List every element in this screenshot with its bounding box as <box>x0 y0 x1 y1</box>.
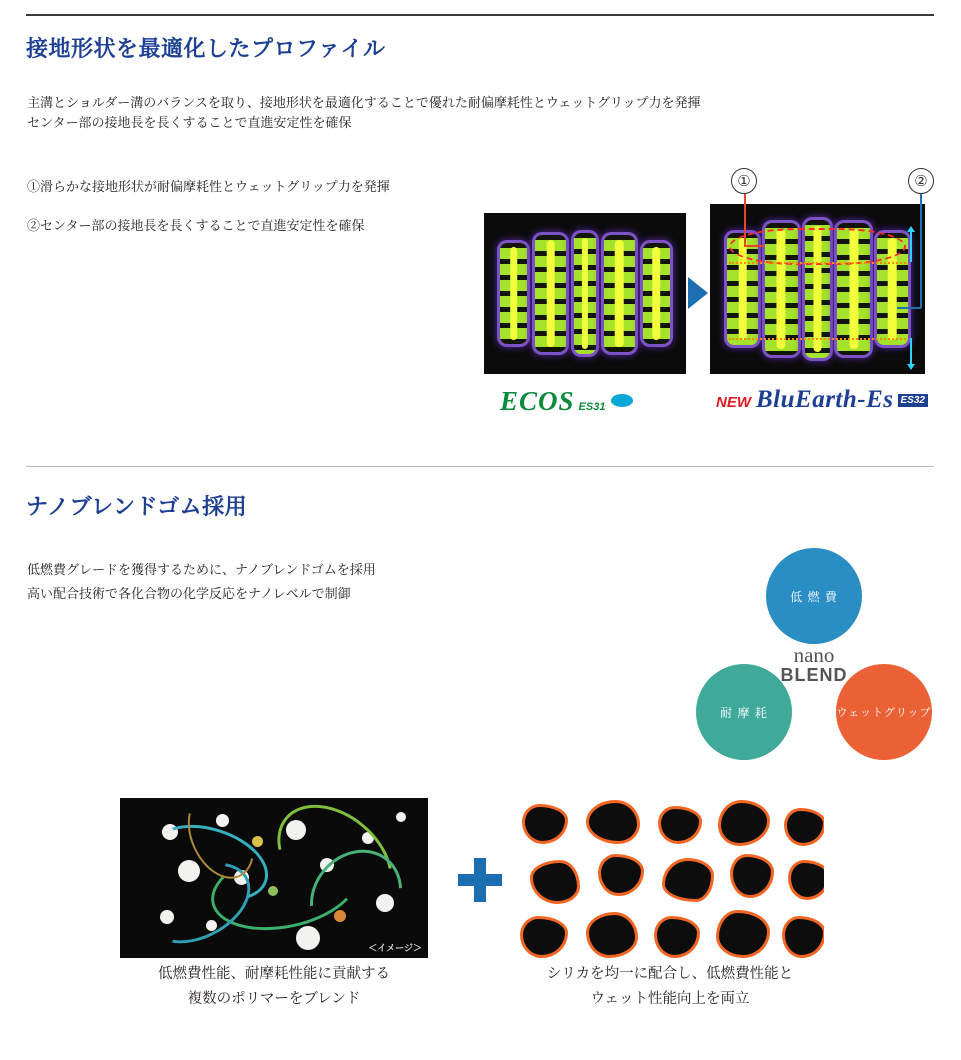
top-divider <box>26 14 934 16</box>
section-2-paragraph-2: 高い配合技術で各化合物の化学反応をナノレベルで制御 <box>27 586 351 601</box>
nano-core-line-1: nano <box>793 642 835 667</box>
logo-bluearth-code: ES32 <box>898 394 928 407</box>
logo-bluearth-name: BluEarth-Es <box>756 386 894 413</box>
section-2-title: ナノブレンドゴム採用 <box>26 494 248 519</box>
image-note-label: ＜イメージ＞ <box>368 943 422 953</box>
caption-silica <box>500 962 840 1012</box>
section-1-bullet-1: ①滑らかな接地形状が耐偏摩耗性とウェットグリップ力を発揮 <box>27 179 390 194</box>
arrow-down-icon <box>910 338 912 365</box>
logo-bluearth <box>716 386 928 414</box>
callout-marker-2: ② <box>908 168 934 194</box>
nano-core-label <box>764 634 864 694</box>
transition-arrow-icon <box>688 277 708 309</box>
logo-ecos <box>500 386 633 417</box>
footprint-image-ecos <box>484 213 686 374</box>
nano-core-line-2: BLEND <box>780 664 848 685</box>
caption-polymer <box>104 962 444 1012</box>
silica-dispersion-image <box>516 798 824 958</box>
callout-2-leader-horizontal <box>897 307 921 309</box>
section-1-paragraph-1: 主溝とショルダー溝のバランスを取り、接地形状を最適化することで優れた耐偏摩耗性とウェットグリップ力を発揮 <box>27 95 701 110</box>
caption-polymer-line-1: 低燃費性能、耐摩耗性能に貢献する <box>158 966 390 982</box>
logo-ecos-code: ES31 <box>578 401 606 413</box>
footprint-image-bluearth <box>710 204 925 374</box>
callout-1-leader-vertical <box>744 194 746 246</box>
caption-silica-line-2: ウェット性能向上を両立 <box>590 991 750 1007</box>
section-divider <box>26 466 934 467</box>
nano-bubble-fuel-efficiency: 低 燃 費 <box>766 548 862 644</box>
contact-length-line-top <box>729 262 905 264</box>
plus-icon <box>458 858 502 902</box>
footprint-canvas-bluearth <box>710 204 925 374</box>
section-1-bullet-2: ②センター部の接地長を長くすることで直進安定性を確保 <box>27 218 365 233</box>
footprint-canvas-ecos <box>484 213 686 374</box>
nano-blend-diagram <box>690 548 938 778</box>
arrow-up-icon <box>910 231 912 262</box>
nano-bubble-wet-grip: ウェットグリップ <box>836 664 932 760</box>
caption-silica-line-1: シリカを均一に配合し、低燃費性能と <box>546 966 794 982</box>
section-1-paragraph-2: センター部の接地長を長くすることで直進安定性を確保 <box>27 115 352 130</box>
callout-2-leader-vertical <box>920 194 922 308</box>
polymer-blend-image <box>120 798 428 958</box>
logo-new-label: NEW <box>716 394 751 411</box>
logo-ecos-badge-icon <box>611 394 633 407</box>
callout-1-leader-horizontal <box>744 245 764 247</box>
section-1-title: 接地形状を最適化したプロファイル <box>26 36 386 61</box>
nano-bubble-wear-resistance: 耐 摩 耗 <box>696 664 792 760</box>
logo-ecos-name: ECOS <box>500 386 575 416</box>
caption-polymer-line-2: 複数のポリマーをブレンド <box>187 991 361 1007</box>
callout-marker-1: ① <box>731 168 757 194</box>
section-2-paragraph-1: 低燃費グレードを獲得するために、ナノブレンドゴムを採用 <box>27 562 376 577</box>
contact-length-line-bottom <box>729 338 905 340</box>
